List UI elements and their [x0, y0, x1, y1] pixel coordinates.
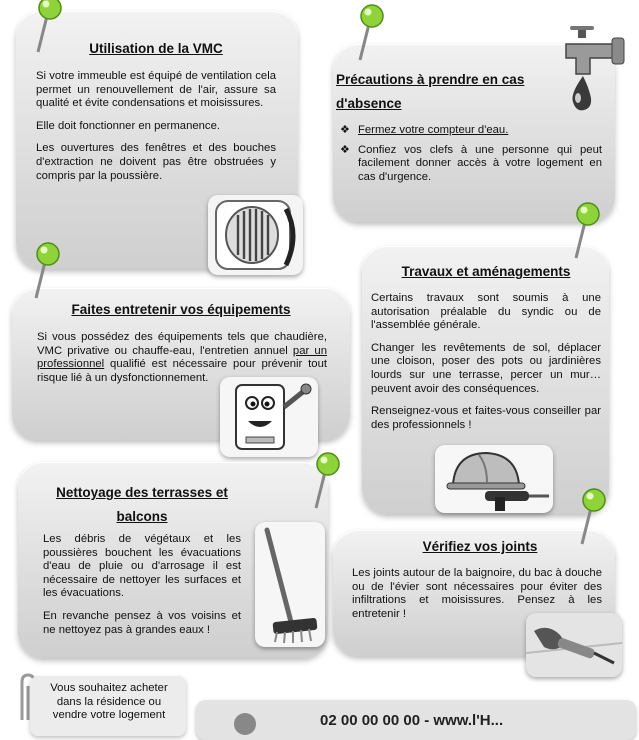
absence-list [340, 124, 602, 190]
phone-icon [234, 713, 256, 735]
absence-bullet-2-text: Confiez vos clefs à une personne qui peut facilement donner accès à votre logement en cas d'urgence. [358, 143, 602, 183]
vmc-title: Utilisation de la VMC [89, 41, 223, 56]
travaux-paragraph-1: Certains travaux sont soumis à une autorisation préalable du syndic ou de l'assemblée générale. [371, 292, 601, 332]
absence-bullet-1-text: Fermez votre compteur d'eau. [358, 124, 509, 136]
pushpin-icon [566, 200, 626, 270]
vmc-paragraph-3: Les ouvertures des fenêtres et des bouches d'extraction ne doivent pas être obstruées y compris par la poussière. [36, 142, 276, 182]
joints-title: Vérifiez vos joints [422, 539, 538, 554]
diamond-bullet-icon: ❖ [340, 124, 350, 136]
entretien-text-underlined: par un professionnel [37, 344, 327, 371]
entretien-text-b: qualifié est nécessaire pour prévenir tout risque lié à un dysfonctionnement. [37, 358, 327, 384]
footer-phone: 02 00 00 00 00 - www.l'H... [320, 712, 504, 729]
broom-icon [255, 522, 325, 647]
pushpin-icon [350, 2, 410, 72]
pushpin-icon [306, 450, 366, 520]
terrasses-paragraph-2: En revanche pensez à vos voisins et ne nettoyez pas à grandes eaux ! [43, 609, 241, 636]
vmc-body [36, 70, 276, 192]
absence-title: Précautions à prendre en cas d'absence [336, 72, 525, 111]
footer-note: Vous souhaitez acheter dans la résidence ou vendre votre logement [50, 682, 168, 722]
dripping-tap-icon [556, 24, 628, 114]
pushpin-icon [26, 240, 86, 310]
boiler-mascot-icon [220, 377, 318, 457]
absence-bullet-1 [340, 124, 602, 138]
sealant-gun-icon [526, 613, 622, 677]
pushpin-icon [572, 486, 632, 556]
travaux-paragraph-3: Renseignez-vous et faites-vous conseiller par des professionnels ! [371, 405, 601, 431]
terrasses-paragraph-1: Les débris de végétaux et les poussières bouchent les évacuations d'eau de pluie ou d'arrosage il est nécessaire de nettoyer les surfaces et les évacuations. [43, 533, 241, 600]
entretien-title: Faites entretenir vos équipements [71, 302, 291, 317]
joints-paragraph-1: Les joints autour de la baignoire, du bac à douche ou de l'évier sont nécessaires pour éviter des infiltrations et moisissures. Pensez à les entretenir ! [352, 567, 602, 620]
travaux-title: Travaux et aménagements [401, 264, 571, 279]
terrasses-body [43, 533, 241, 646]
diamond-bullet-icon: ❖ [340, 143, 350, 156]
entretien-text-a: Si vous possédez des équipements tels que chaudière, VMC privative ou chauffe-eau, l'entretien annuel [37, 331, 327, 357]
terrasses-title: Nettoyage des terrasses et balcons [56, 485, 228, 524]
vmc-paragraph-1: Si votre immeuble est équipé de ventilation cela permet un renouvellement de l'air, assure sa qualité et évite condensations et moisissures. [36, 70, 276, 110]
vmc-paragraph-2: Elle doit fonctionner en permanence. [36, 119, 221, 132]
travaux-body [371, 292, 601, 441]
vent-grille-icon [208, 195, 303, 275]
pushpin-icon [28, 0, 88, 64]
absence-bullet-2 [340, 144, 602, 185]
travaux-paragraph-2: Changer les revêtements de sol, déplacer une cloison, poser des pots ou jardinières lourds sur une terrasse, percer un mur… peuvent avoir des conséquences. [371, 341, 601, 395]
helmet-drill-icon [435, 445, 553, 513]
